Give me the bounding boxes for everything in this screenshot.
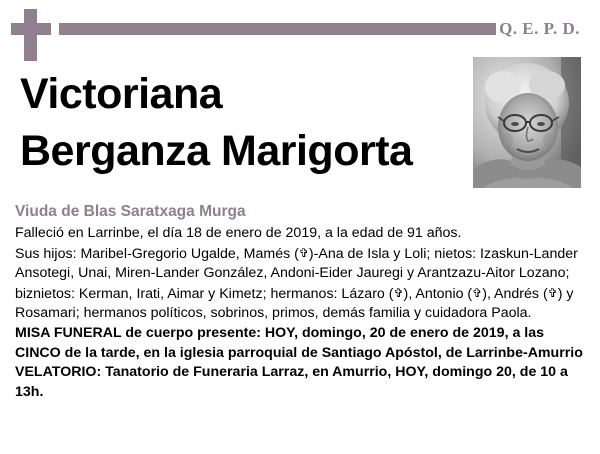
cross-icon: ✞ bbox=[472, 285, 483, 300]
cross-icon: ✞ bbox=[547, 285, 558, 300]
name-line-2: Berganza Marigorta bbox=[20, 127, 413, 175]
family-list bbox=[15, 244, 587, 324]
cross-icon: ✞ bbox=[298, 245, 309, 260]
notice-body bbox=[15, 224, 587, 402]
family-text: )-Ana de Isla y Loli; nietos: Izaskun-Lander Ansotegi, Unai, Miren-Lander González, Andoni-Eider Jauregi y Arantzazu-Aitor Lozano; biznietos: Kerman, Irati, Aimar y Kimetz; hermanos: Lázaro ( bbox=[15, 245, 578, 302]
cross-icon bbox=[24, 9, 37, 61]
family-text: Sus hijos: Maribel-Gregorio Ugalde, Mamés ( bbox=[15, 245, 299, 262]
family-text: ) y Rosamari; hermanos políticos, sobrinos, primos, demás familia y cuidadora Paola. bbox=[15, 285, 574, 322]
death-notice: Falleció en Larrinbe, el día 18 de enero de 2019, a la edad de 91 años. bbox=[15, 225, 462, 241]
name-line-1: Victoriana bbox=[20, 70, 223, 118]
deceased-name bbox=[20, 66, 460, 180]
family-text: ), Antonio ( bbox=[403, 285, 473, 302]
header-bar bbox=[59, 23, 496, 35]
cross-icon: ✞ bbox=[393, 285, 404, 300]
family-text: ), Andrés ( bbox=[482, 285, 548, 302]
deceased-photo bbox=[473, 57, 581, 188]
widow-of: Viuda de Blas Saratxaga Murga bbox=[15, 203, 246, 220]
funeral-mass: MISA FUNERAL de cuerpo presente: HOY, domingo, 20 de enero de 2019, a las CINCO de la tarde, en la iglesia parroquial de Santiago Apóstol, de Larrinbe-Amurrio bbox=[15, 324, 583, 361]
qepd-label: Q. E. P. D. bbox=[499, 19, 580, 38]
wake-info: VELATORIO: Tanatorio de Funeraria Larraz, en Amurrio, HOY, domingo 20, de 10 a 13h. bbox=[15, 364, 568, 400]
cross-icon-arm bbox=[11, 23, 51, 35]
